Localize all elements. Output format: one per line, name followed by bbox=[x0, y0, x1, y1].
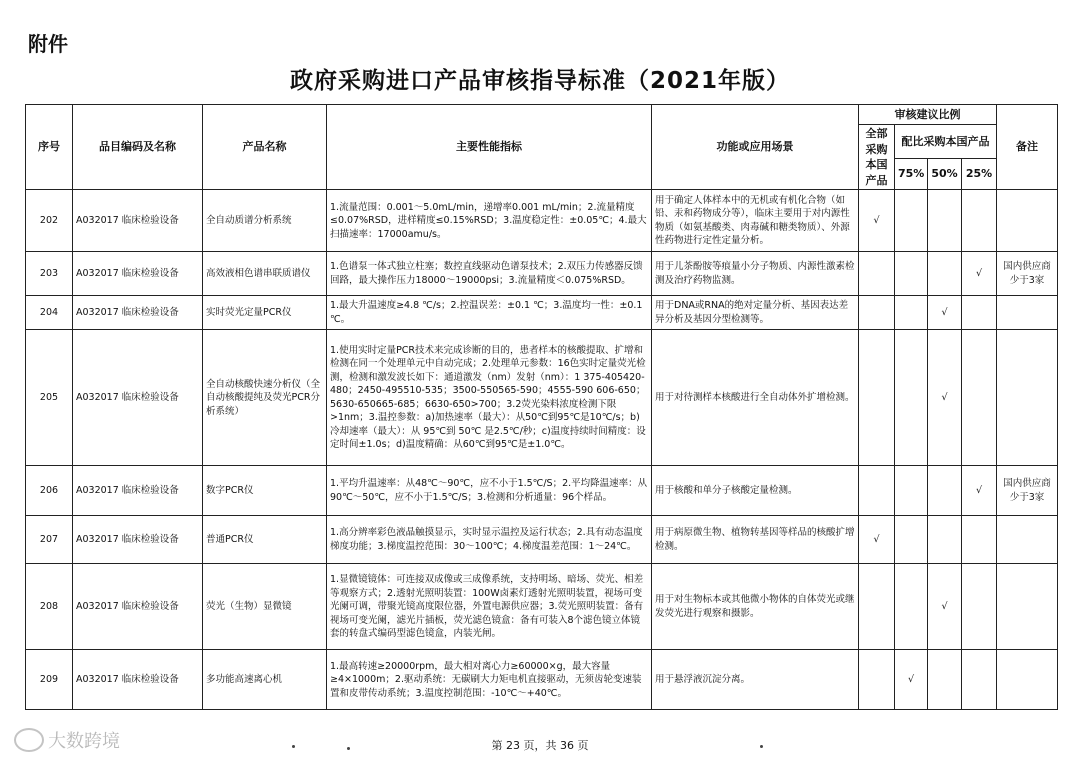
row-mark-75 bbox=[895, 564, 928, 650]
row-spec: 1.最大升温速度≥4.8 ℃/s；2.控温误差：±0.1 ℃；3.温度均一性：±0.1 ℃。 bbox=[327, 296, 652, 330]
row-note bbox=[997, 190, 1058, 252]
row-note bbox=[997, 650, 1058, 710]
table-row bbox=[26, 466, 1058, 516]
row-mark-25 bbox=[962, 296, 997, 330]
row-category: A032017 临床检验设备 bbox=[73, 516, 203, 564]
row-category: A032017 临床检验设备 bbox=[73, 564, 203, 650]
row-note bbox=[997, 516, 1058, 564]
row-mark-all bbox=[859, 466, 895, 516]
header-partial-group: 配比采购本国产品 bbox=[895, 125, 997, 159]
row-mark-50 bbox=[928, 650, 962, 710]
row-mark-50: √ bbox=[928, 564, 962, 650]
row-mark-all bbox=[859, 650, 895, 710]
row-spec: 1.色谱泵一体式独立柱塞；数控直线驱动色谱泵技术；2.双压力传感器反馈回路，最大操作压力18000～19000psi；3.流量精度＜0.075%RSD。 bbox=[327, 252, 652, 296]
row-usage: 用于病原微生物、植物转基因等样品的核酸扩增检测。 bbox=[652, 516, 859, 564]
attachment-label: 附件 bbox=[28, 32, 68, 56]
row-seq: 205 bbox=[26, 330, 73, 466]
row-mark-25 bbox=[962, 190, 997, 252]
header-specs: 主要性能指标 bbox=[327, 105, 652, 190]
row-seq: 204 bbox=[26, 296, 73, 330]
header-all-domestic: 全部采购本国产品 bbox=[859, 125, 895, 190]
row-mark-50 bbox=[928, 516, 962, 564]
row-note bbox=[997, 296, 1058, 330]
row-mark-75 bbox=[895, 330, 928, 466]
table-row bbox=[26, 564, 1058, 650]
row-category: A032017 临床检验设备 bbox=[73, 190, 203, 252]
row-mark-all bbox=[859, 330, 895, 466]
row-seq: 207 bbox=[26, 516, 73, 564]
row-note: 国内供应商少于3家 bbox=[997, 252, 1058, 296]
table-row bbox=[26, 516, 1058, 564]
row-usage: 用于儿茶酚胺等痕量小分子物质、内源性激素检测及治疗药物监测。 bbox=[652, 252, 859, 296]
header-25: 25% bbox=[962, 158, 997, 190]
row-product: 全自动质谱分析系统 bbox=[203, 190, 327, 252]
header-seq: 序号 bbox=[26, 105, 73, 190]
row-mark-50: √ bbox=[928, 330, 962, 466]
row-usage: 用于对生物标本或其他微小物体的自体荧光或继发荧光进行观察和摄影。 bbox=[652, 564, 859, 650]
row-mark-25: √ bbox=[962, 252, 997, 296]
header-review-group: 审核建议比例 bbox=[859, 105, 997, 125]
row-spec: 1.最高转速≥20000rpm，最大相对离心力≥60000×g，最大容量≥4×1000m；2.驱动系统：无碳刷大力矩电机直接驱动，无须齿轮变速装置和皮带传动系统；3.温度控制范围：-10℃～+40℃。 bbox=[327, 650, 652, 710]
row-usage: 用于DNA或RNA的绝对定量分析、基因表达差异分析及基因分型检测等。 bbox=[652, 296, 859, 330]
row-seq: 203 bbox=[26, 252, 73, 296]
row-note bbox=[997, 330, 1058, 466]
row-mark-25 bbox=[962, 650, 997, 710]
row-mark-25 bbox=[962, 516, 997, 564]
row-mark-50 bbox=[928, 466, 962, 516]
row-mark-50 bbox=[928, 252, 962, 296]
row-spec: 1.流量范围：0.001～5.0mL/min，递增率0.001 mL/min；2.流量精度≤0.07%RSD，进样精度≤0.15%RSD；3.温度稳定性：±0.05℃；4.最大扫描速率：17000amu/s。 bbox=[327, 190, 652, 252]
header-product-name: 产品名称 bbox=[203, 105, 327, 190]
row-spec: 1.平均升温速率：从48℃～90℃，应不小于1.5℃/S；2.平均降温速率：从90℃～50℃，应不小于1.5℃/S；3.检测和分析通量：96个样品。 bbox=[327, 466, 652, 516]
row-mark-all bbox=[859, 296, 895, 330]
row-mark-all bbox=[859, 252, 895, 296]
header-note: 备注 bbox=[997, 105, 1058, 190]
row-category: A032017 临床检验设备 bbox=[73, 252, 203, 296]
page-number: 第 23 页，共 36 页 bbox=[491, 739, 589, 752]
row-product: 全自动核酸快速分析仪（全自动核酸提纯及荧光PCR分析系统） bbox=[203, 330, 327, 466]
row-note bbox=[997, 564, 1058, 650]
row-seq: 208 bbox=[26, 564, 73, 650]
row-mark-25 bbox=[962, 564, 997, 650]
header-code-name: 品目编码及名称 bbox=[73, 105, 203, 190]
row-mark-75: √ bbox=[895, 650, 928, 710]
row-category: A032017 临床检验设备 bbox=[73, 466, 203, 516]
row-note: 国内供应商少于3家 bbox=[997, 466, 1058, 516]
row-category: A032017 临床检验设备 bbox=[73, 330, 203, 466]
row-mark-50 bbox=[928, 190, 962, 252]
row-product: 荧光（生物）显微镜 bbox=[203, 564, 327, 650]
row-category: A032017 临床检验设备 bbox=[73, 296, 203, 330]
row-product: 普通PCR仪 bbox=[203, 516, 327, 564]
table-row bbox=[26, 296, 1058, 330]
row-mark-50: √ bbox=[928, 296, 962, 330]
row-mark-all: √ bbox=[859, 190, 895, 252]
row-usage: 用于悬浮液沉淀分离。 bbox=[652, 650, 859, 710]
row-mark-all: √ bbox=[859, 516, 895, 564]
table-row bbox=[26, 252, 1058, 296]
row-usage: 用于确定人体样本中的无机或有机化合物（如铅、汞和药物成分等），临床主要用于对内源性物质（如氨基酸类、肉毒碱和糖类物质）、外源性药物进行定性定量分析。 bbox=[652, 190, 859, 252]
row-product: 多功能高速离心机 bbox=[203, 650, 327, 710]
row-mark-25: √ bbox=[962, 466, 997, 516]
row-seq: 209 bbox=[26, 650, 73, 710]
row-product: 实时荧光定量PCR仪 bbox=[203, 296, 327, 330]
header-75: 75% bbox=[895, 158, 928, 190]
document-title: 政府采购进口产品审核指导标准（2021年版） bbox=[289, 68, 790, 94]
row-seq: 206 bbox=[26, 466, 73, 516]
row-product: 数字PCR仪 bbox=[203, 466, 327, 516]
standards-table bbox=[25, 104, 1058, 710]
row-mark-75 bbox=[895, 252, 928, 296]
row-mark-all bbox=[859, 564, 895, 650]
header-50: 50% bbox=[928, 158, 962, 190]
row-spec: 1.显微镜镜体：可连接双成像或三成像系统，支持明场、暗场、荧光、相差等观察方式；2.透射光照明装置：100W卤素灯透射光照明装置，视场可变光阑可调，带聚光镜高度限位器，外置电源供应器；3.荧光照明装置：备有视场可变光阑，滤光片插板，荧光滤色镜盒：备有可装入8个滤色镜立体镜套的转盘式编码型滤色镜盒，内装光闸。 bbox=[327, 564, 652, 650]
row-usage: 用于核酸和单分子核酸定量检测。 bbox=[652, 466, 859, 516]
row-seq: 202 bbox=[26, 190, 73, 252]
row-mark-25 bbox=[962, 330, 997, 466]
watermark-text: 大数跨境 bbox=[48, 731, 120, 752]
table-row bbox=[26, 190, 1058, 252]
row-product: 高效液相色谱串联质谱仪 bbox=[203, 252, 327, 296]
row-mark-75 bbox=[895, 190, 928, 252]
header-usage: 功能或应用场景 bbox=[652, 105, 859, 190]
row-mark-75 bbox=[895, 296, 928, 330]
row-spec: 1.高分辨率彩色液晶触摸显示，实时显示温控及运行状态；2.具有动态温度梯度功能；3.梯度温控范围：30～100℃；4.梯度温差范围：1～24℃。 bbox=[327, 516, 652, 564]
row-spec: 1.使用实时定量PCR技术来完成诊断的目的，患者样本的核酸提取、扩增和检测在同一个处理单元中自动完成；2.处理单元参数：16色实时定量荧光检测，检测和激发波长如下：通道激发（nm）发射（nm）：1 375-405420-480；2450-495510-535；3500-550565-590；4555-590 606-650；5630-650665-685；6630-650>700；3.2荧光染料浓度检测下限>1nm；3.温控参数：a)加热速率（最大）：从50℃到95℃是10℃/s；b)冷却速率（最大）：从 95℃到 50℃ 是2.5℃/秒；c)温度持续时间精度：设定时间±1.0s；d)温度精确：从60℃到95℃是±1.0℃。 bbox=[327, 330, 652, 466]
row-usage: 用于对待测样本核酸进行全自动体外扩增检测。 bbox=[652, 330, 859, 466]
row-category: A032017 临床检验设备 bbox=[73, 650, 203, 710]
table-row bbox=[26, 330, 1058, 466]
row-mark-75 bbox=[895, 466, 928, 516]
table-row bbox=[26, 650, 1058, 710]
row-mark-75 bbox=[895, 516, 928, 564]
